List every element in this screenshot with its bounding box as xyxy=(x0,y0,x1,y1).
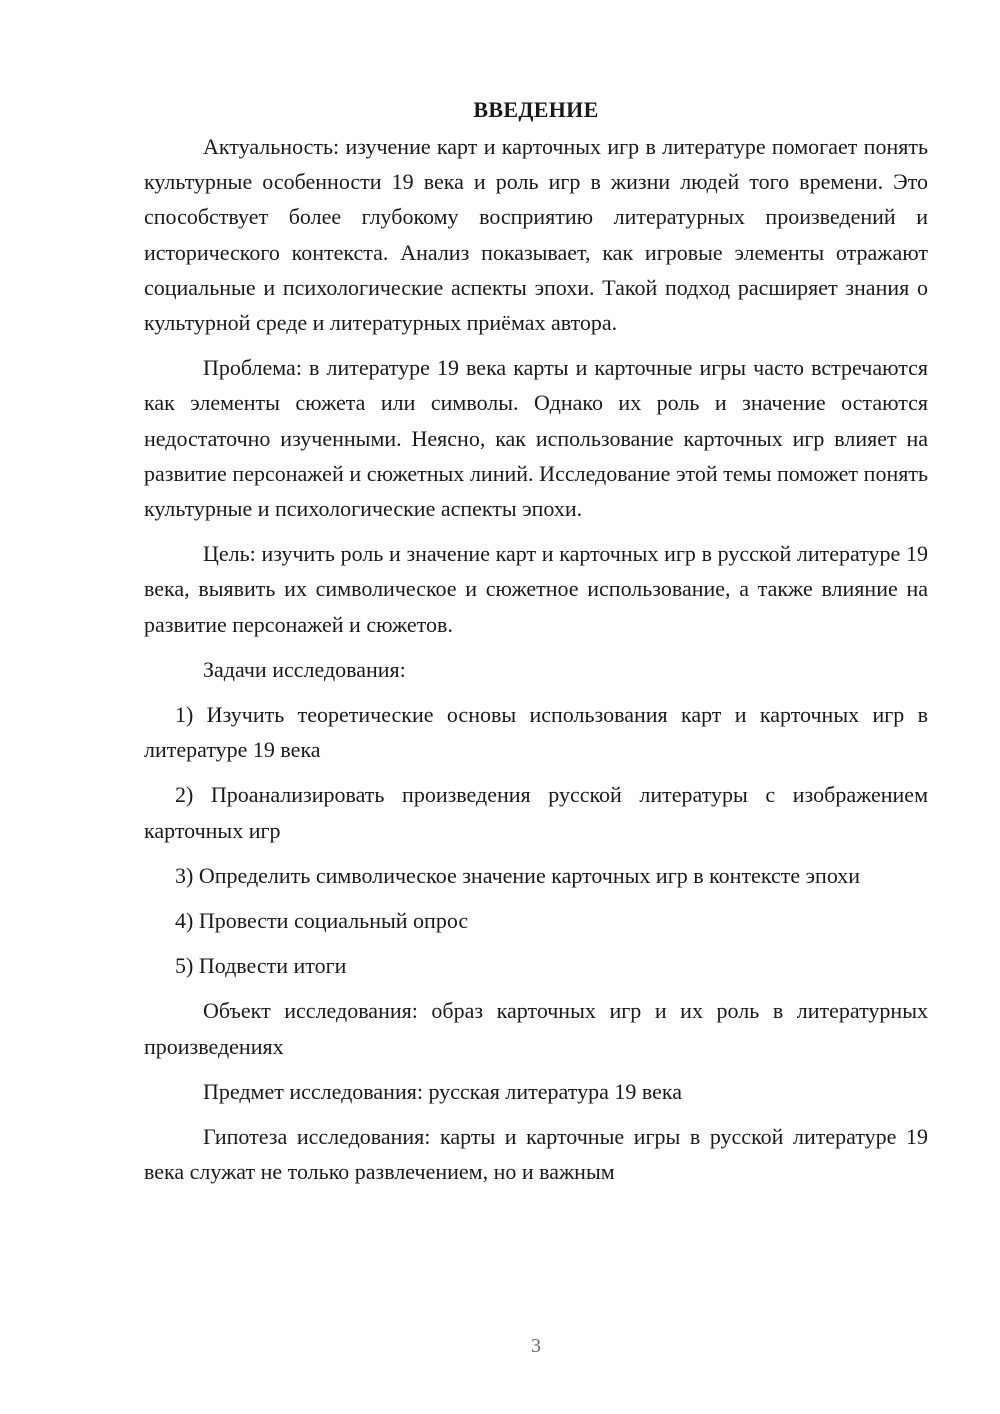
paragraph-problem: Проблема: в литературе 19 века карты и карточные игры часто встречаются как элементы сюжета или символы. Однако их роль и значение остаются недостаточно изученными. Неясно, как использование карточных игр влияет на развитие персонажей и сюжетных линий. Исследование этой темы поможет понять культурные и психологические аспекты эпохи. xyxy=(144,355,928,522)
list-item: 4) Провести социальный опрос xyxy=(175,908,469,934)
list-item: 3) Определить символическое значение карточных игр в контексте эпохи xyxy=(175,862,861,888)
tasks-heading: Задачи исследования: xyxy=(203,656,406,682)
paragraph-subject: Предмет исследования: русская литература 19 века xyxy=(203,1078,682,1104)
list-item: 1) Изучить теоретические основы использования карт и карточных игр в литературе 19 века xyxy=(144,702,928,763)
list-item: 5) Подвести итоги xyxy=(175,953,347,979)
paragraph-hypothesis: Гипотеза исследования: карты и карточные игры в русской литературе 19 века служат не только развлечением, но и важным xyxy=(144,1124,928,1185)
paragraph-goal: Цель: изучить роль и значение карт и карточных игр в русской литературе 19 века, выявить их символическое и сюжетное использование, а также влияние на развитие персонажей и сюжетов. xyxy=(144,541,928,637)
list-item: 2) Проанализировать произведения русской литературы с изображением карточных игр xyxy=(144,782,928,843)
page-title: ВВЕДЕНИЕ xyxy=(473,97,599,122)
paragraph-object: Объект исследования: образ карточных игр и их роль в литературных произведениях xyxy=(144,998,928,1059)
paragraph-relevance: Актуальность: изучение карт и карточных игр в литературе помогает понять культурные особенности 19 века и роль игр в жизни людей того времени. Это способствует более глубокому восприятию литературных произведений и исторического контекста. Анализ показывает, как игровые элементы отражают социальные и психологические аспекты эпохи. Такой подход расширяет знания о культурной среде и литературных приёмах автора. xyxy=(144,134,928,336)
page-number: 3 xyxy=(531,1335,541,1357)
document-body xyxy=(144,92,928,1189)
